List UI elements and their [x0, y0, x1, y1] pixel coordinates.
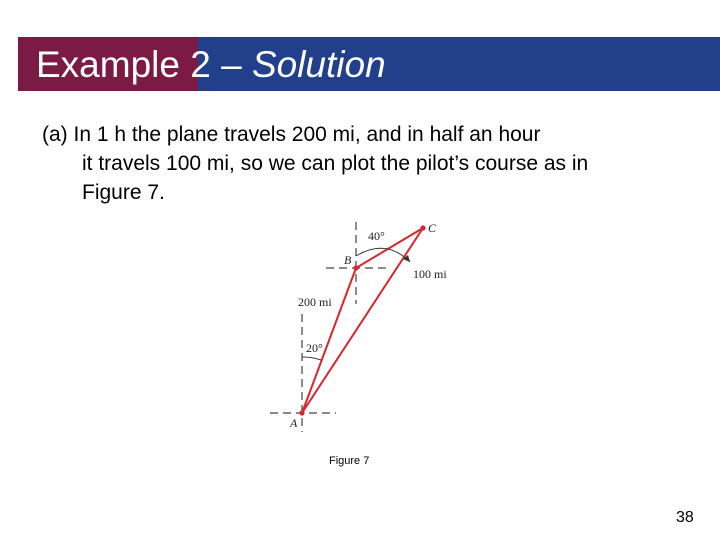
point-c-dot: [420, 225, 425, 230]
slide-title: [36, 45, 386, 85]
point-a-dot: [299, 410, 304, 415]
course-figure: [260, 212, 470, 442]
title-main: Example 2 –: [36, 44, 252, 85]
course-b-to-c: [356, 228, 423, 268]
figure-caption: Figure 7: [329, 455, 370, 467]
page-number: 38: [676, 509, 694, 526]
body-line-1: In 1 h the plane travels 200 mi, and in half an hour: [67, 123, 541, 146]
label-point-c: C: [428, 221, 437, 235]
label-angle-bottom: 20°: [306, 341, 323, 355]
part-label: (a): [42, 123, 68, 146]
point-b-dot: [353, 265, 358, 270]
title-bar: [18, 37, 720, 91]
label-distance-ab: 200 mi: [298, 295, 332, 309]
body-line-3: Figure 7.: [82, 181, 165, 204]
body-line-2: it travels 100 mi, so we can plot the pilot’s course as in: [82, 152, 589, 175]
label-angle-top: 40°: [368, 229, 385, 243]
label-point-a: A: [290, 416, 298, 430]
title-italic: Solution: [251, 44, 386, 85]
angle-arc-bottom: [302, 357, 321, 360]
label-point-b: B: [344, 253, 352, 267]
label-distance-bc: 100 mi: [413, 267, 447, 281]
course-a-to-c: [302, 228, 423, 413]
body-paragraph: [42, 120, 692, 207]
